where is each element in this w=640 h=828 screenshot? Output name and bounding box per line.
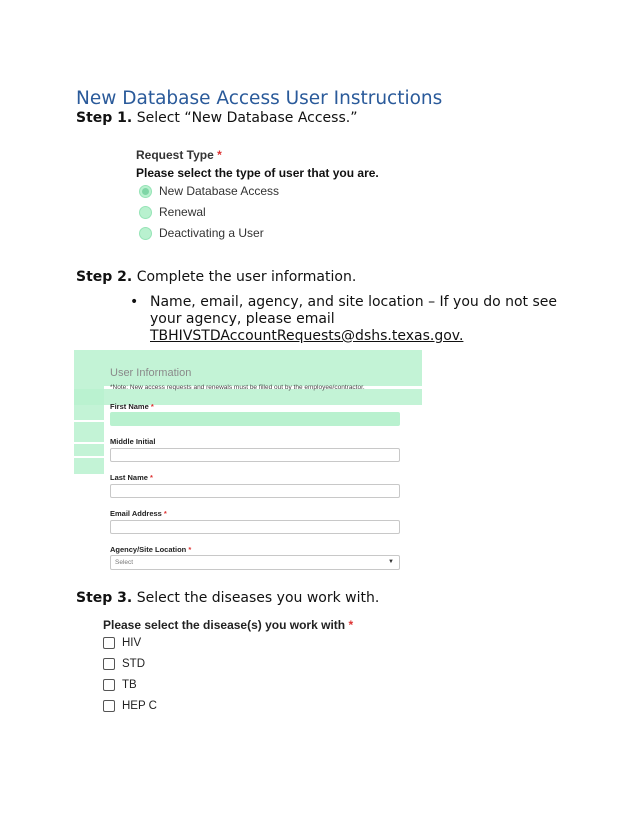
bullet-body: Name, email, agency, and site location – If you do not see your agency, please email [150, 294, 558, 327]
radio-label: Deactivating a User [159, 226, 264, 240]
request-type-label-text: Request Type [136, 148, 214, 162]
step-3 [76, 590, 379, 606]
bullet-icon: • [130, 294, 139, 310]
radio-new-database-access[interactable] [136, 181, 379, 201]
agency-site-label-text: Agency/Site Location [110, 545, 187, 554]
last-name-label [110, 473, 153, 482]
middle-initial-label: Middle Initial [110, 437, 156, 446]
checkbox-hiv[interactable] [103, 632, 353, 653]
checkbox-label: HEP C [122, 699, 157, 712]
step-3-text: Select the diseases you work with. [136, 590, 380, 606]
highlight-bar [74, 444, 104, 456]
radio-renewal[interactable] [136, 202, 379, 222]
diseases-title [103, 618, 353, 632]
radio-dot-icon [142, 188, 149, 195]
checkbox-label: STD [122, 657, 145, 670]
email-address-input[interactable] [110, 520, 400, 534]
checkbox-hep-c[interactable] [103, 695, 353, 716]
step-3-number: Step 3. [76, 590, 133, 606]
last-name-input[interactable] [110, 484, 400, 498]
checkbox-label: TB [122, 678, 137, 691]
step-1-text: Select “New Database Access.” [136, 110, 358, 126]
radio-button[interactable] [139, 227, 152, 240]
step-2-number: Step 2. [76, 269, 133, 285]
email-address-label-text: Email Address [110, 509, 162, 518]
diseases-title-text: Please select the disease(s) you work with [103, 618, 346, 632]
bullet-text [150, 294, 570, 345]
select-placeholder: Select [115, 559, 134, 566]
checkbox[interactable] [103, 700, 115, 712]
page-title: New Database Access User Instructions [76, 88, 443, 109]
checkbox[interactable] [103, 658, 115, 670]
request-type-group [136, 148, 379, 243]
checkbox[interactable] [103, 679, 115, 691]
form-note: *Note: New access requests and renewals must be filled out by the employee/contractor. [110, 384, 365, 391]
diseases-group [103, 618, 353, 716]
required-mark: * [150, 473, 153, 482]
step-2-bullet [130, 294, 570, 345]
checkbox-tb[interactable] [103, 674, 353, 695]
middle-initial-input[interactable] [110, 448, 400, 462]
required-mark: * [348, 618, 354, 632]
checkbox[interactable] [103, 637, 115, 649]
step-2 [76, 269, 356, 285]
first-name-label [110, 402, 154, 411]
first-name-label-text: First Name [110, 402, 149, 411]
radio-button[interactable] [139, 206, 152, 219]
caret-down-icon: ▼ [388, 559, 394, 565]
required-mark: * [150, 402, 154, 411]
radio-label: New Database Access [159, 184, 280, 198]
radio-button-selected[interactable] [139, 185, 152, 198]
request-type-label [136, 148, 379, 162]
highlight-bar [74, 350, 422, 368]
checkbox-std[interactable] [103, 653, 353, 674]
section-title: User Information [110, 367, 192, 379]
email-link[interactable]: TBHIVSTDAccountRequests@dshs.texas.gov. [150, 328, 464, 344]
step-1-number: Step 1. [76, 110, 133, 126]
last-name-label-text: Last Name [110, 473, 148, 482]
request-type-prompt: Please select the type of user that you are. [136, 166, 379, 180]
first-name-input[interactable] [110, 412, 400, 426]
highlight-bar [74, 422, 104, 442]
step-2-text: Complete the user information. [136, 269, 357, 285]
user-information-form [72, 350, 432, 580]
radio-deactivating-user[interactable] [136, 223, 379, 243]
checkbox-label: HIV [122, 636, 142, 649]
agency-site-label [110, 545, 191, 554]
highlight-bar [74, 386, 104, 420]
radio-label: Renewal [159, 205, 206, 219]
required-mark: * [163, 509, 167, 518]
agency-site-select[interactable] [110, 555, 400, 570]
step-1 [76, 110, 357, 126]
highlight-bar [74, 458, 104, 474]
email-address-label [110, 509, 167, 518]
required-mark: * [217, 148, 222, 162]
required-mark: * [188, 545, 192, 554]
